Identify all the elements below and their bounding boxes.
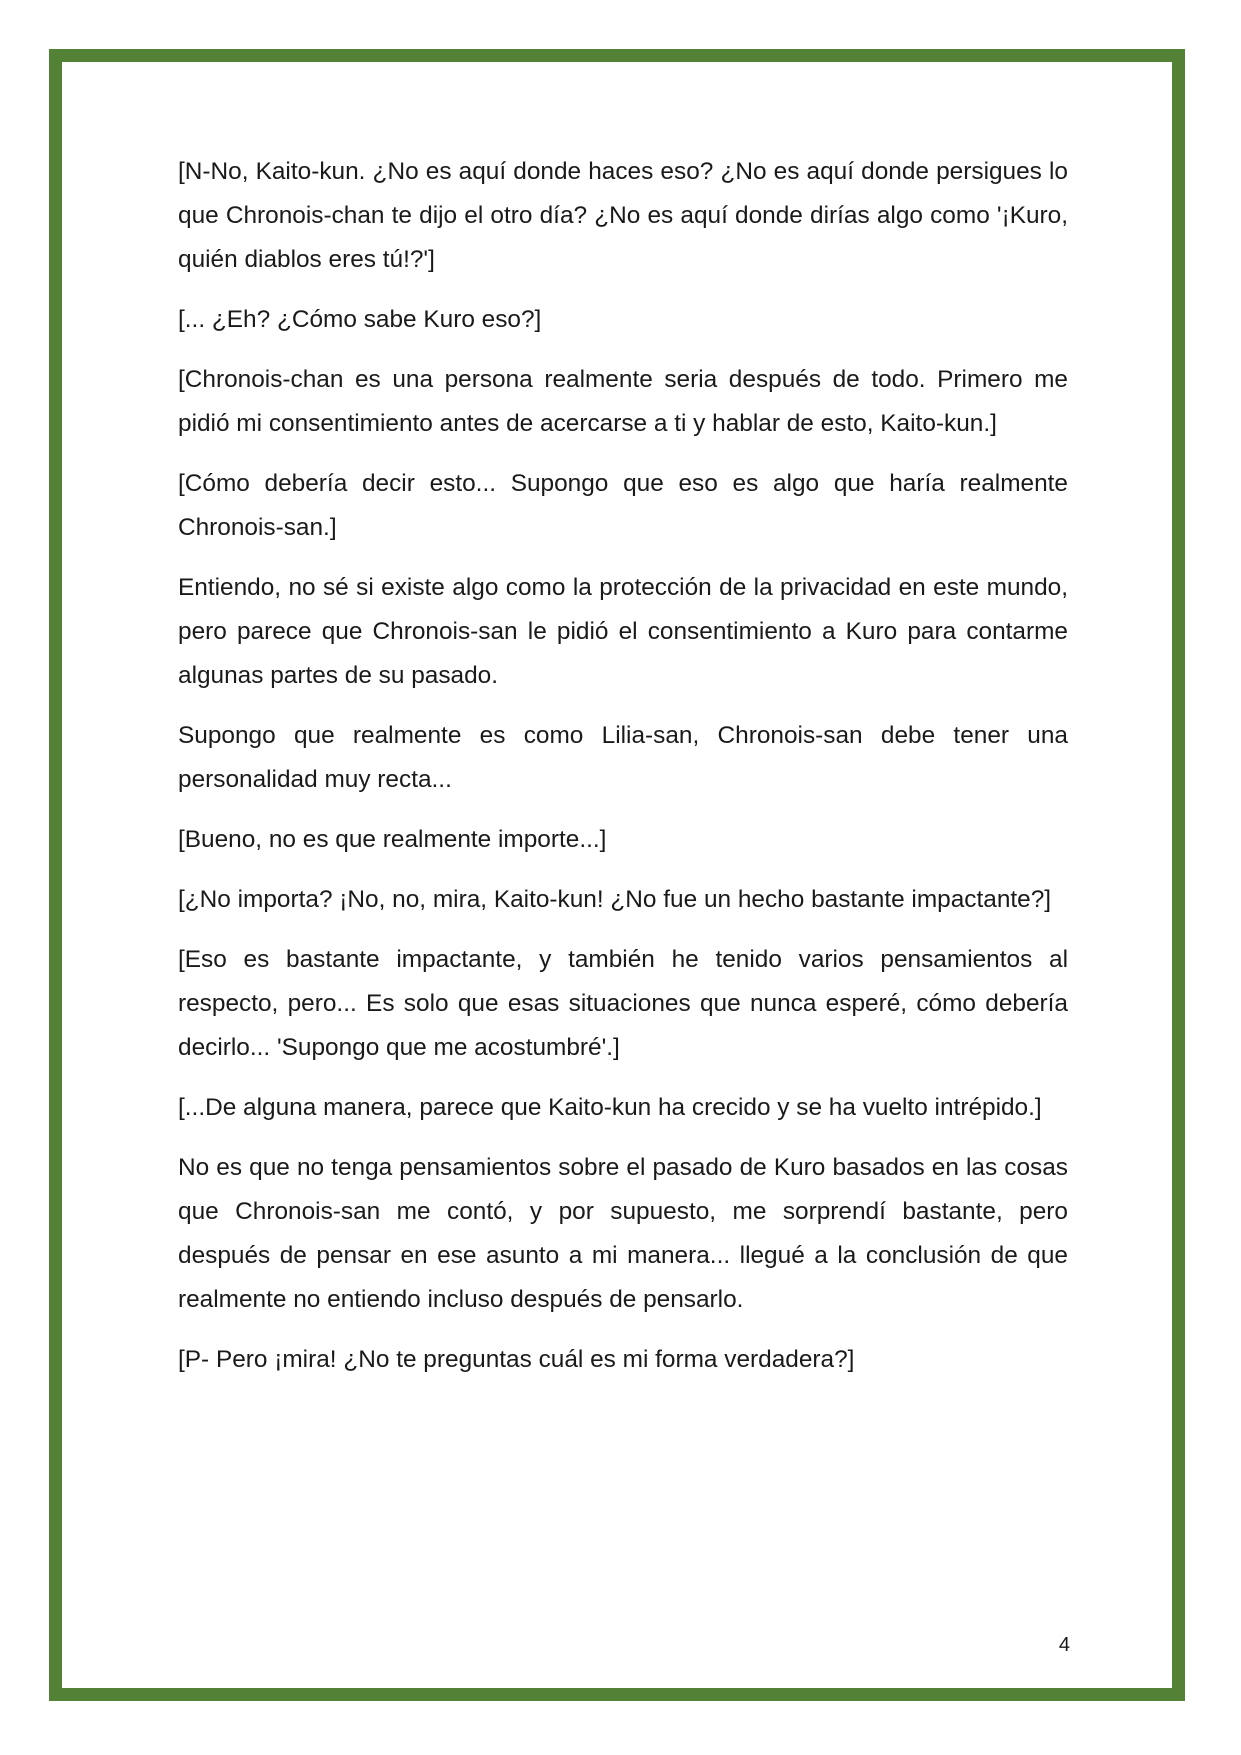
paragraph: No es que no tenga pensamientos sobre el pasado de Kuro basados en las cosas que Chronois-san me contó, y por supuesto, me sorprendí bastante, pero después de pensar en ese asunto a mi manera... llegué a la conclusión de que realmente no entiendo incluso después de pensarlo. — [178, 1154, 1068, 1313]
paragraph: [Eso es bastante impactante, y también he tenido varios pensamientos al respecto, pero... Es solo que esas situaciones que nunca esperé, cómo debería decirlo... 'Supongo que me acostumbré'.] — [178, 946, 1068, 1061]
paragraph: [P- Pero ¡mira! ¿No te preguntas cuál es mi forma verdadera?] — [178, 1346, 855, 1373]
paragraph: [Cómo debería decir esto... Supongo que eso es algo que haría realmente Chronois-san.] — [178, 470, 1068, 541]
paragraph: Supongo que realmente es como Lilia-san, Chronois-san debe tener una personalidad muy recta... — [178, 722, 1068, 793]
paragraph: [...De alguna manera, parece que Kaito-kun ha crecido y se ha vuelto intrépido.] — [178, 1094, 1042, 1121]
paragraph: Entiendo, no sé si existe algo como la protección de la privacidad en este mundo, pero parece que Chronois-san le pidió el consentimiento a Kuro para contarme algunas partes de su pasado. — [178, 574, 1068, 689]
document-body — [178, 150, 1068, 1398]
page-number: 4 — [1058, 1634, 1070, 1656]
paragraph: [Chronois-chan es una persona realmente seria después de todo. Primero me pidió mi consentimiento antes de acercarse a ti y hablar de esto, Kaito-kun.] — [178, 366, 1068, 437]
paragraph: [... ¿Eh? ¿Cómo sabe Kuro eso?] — [178, 306, 542, 333]
paragraph: [N-No, Kaito-kun. ¿No es aquí donde haces eso? ¿No es aquí donde persigues lo que Chronois-chan te dijo el otro día? ¿No es aquí donde dirías algo como '¡Kuro, quién diablos eres tú!?'] — [178, 158, 1068, 273]
paragraph: [¿No importa? ¡No, no, mira, Kaito-kun! ¿No fue un hecho bastante impactante?] — [178, 886, 1052, 913]
paragraph: [Bueno, no es que realmente importe...] — [178, 826, 607, 853]
